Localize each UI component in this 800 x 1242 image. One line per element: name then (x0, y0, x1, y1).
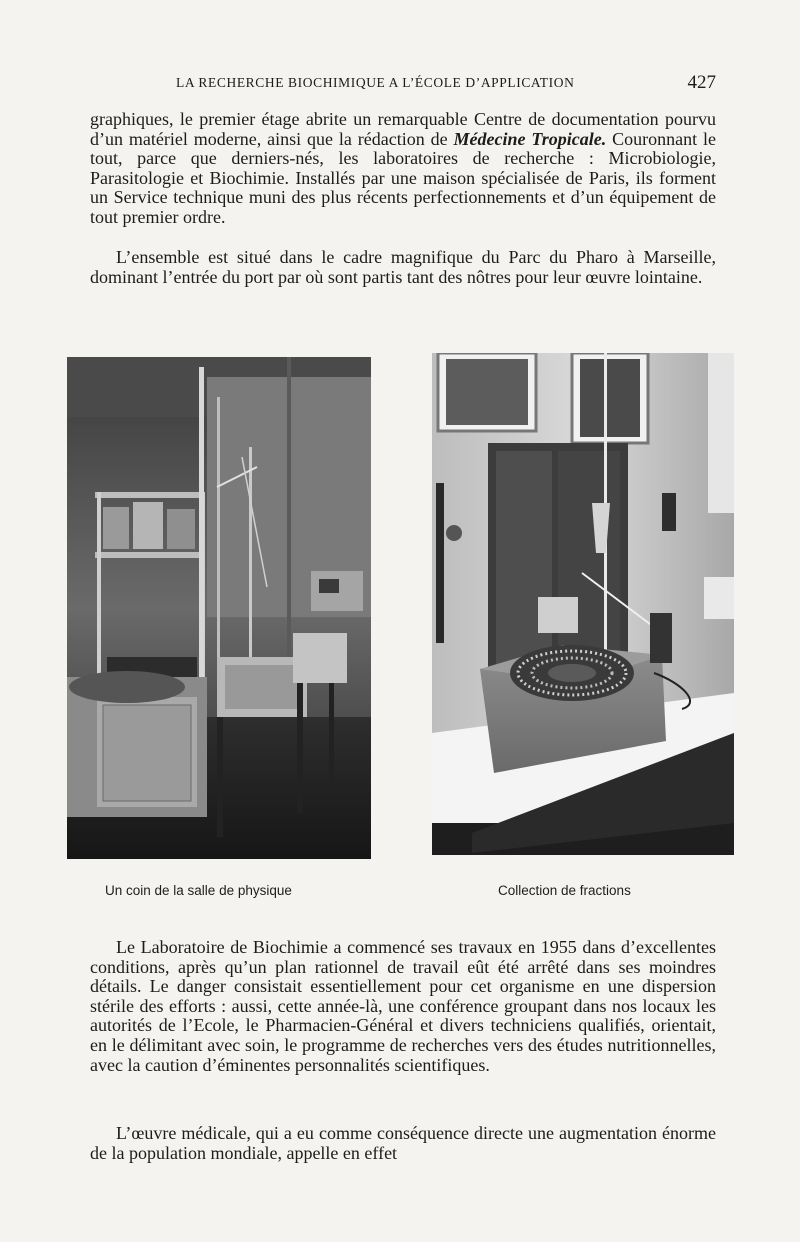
paragraph-text: graphiques, le premier étage abrite un remarquable Centre de documentation pourvu d’un matériel moderne, ainsi que la rédaction de (90, 109, 716, 149)
paragraph-text: Le Laboratoire de Biochimie a commencé ses travaux en 1955 dans d’excellentes conditions, après qu’un plan rationnel de travail eût été arrêté dans ses moindres détails. Le danger consistait essentiellement pour cet organisme en une dispersion stérile des efforts : aussi, cette année-là, une conférence groupant dans nos locaux les autorités de l’Ecole, le Pharmacien-Général et divers techniciens qualifiés, orientait, en le délimitant avec soin, le programme de recherches vers des études nutritionnelles, avec la caution d’éminentes personnalités scientifiques. (90, 937, 716, 1075)
paragraph-documentation-centre (90, 110, 716, 228)
paragraph-text: L’œuvre médicale, qui a eu comme conséquence directe une augmentation énorme de la population mondiale, appelle en effet (90, 1123, 716, 1163)
running-header (90, 72, 716, 94)
page-number: 427 (687, 72, 716, 93)
figure-caption-right: Collection de fractions (498, 883, 631, 898)
figure-caption-left: Un coin de la salle de physique (105, 883, 292, 898)
running-title: LA RECHERCHE BIOCHIMIQUE A L’ÉCOLE D’APPLICATION (176, 75, 575, 90)
paragraph-location (90, 248, 716, 287)
paragraph-medical-work (90, 1124, 716, 1163)
paragraph-laboratory-history (90, 938, 716, 1075)
photo-physics-room (67, 357, 371, 859)
journal-title: Médecine Tropicale. (453, 128, 607, 149)
paragraph-text: Couronnant le tout, parce que derniers-nés, les laboratoires de recherche : Microbiologie, Parasitologie et Biochimie. Installés par une maison spécialisée de Paris, ils forment un Service technique muni des plus récents perfectionnements et d’un équipement de tout premier ordre. (90, 128, 716, 227)
photo-fraction-collector (432, 353, 734, 855)
paragraph-text: L’ensemble est situé dans le cadre magnifique du Parc du Pharo à Marseille, dominant l’entrée du port par où sont partis tant des nôtres pour leur œuvre lointaine. (90, 247, 716, 287)
